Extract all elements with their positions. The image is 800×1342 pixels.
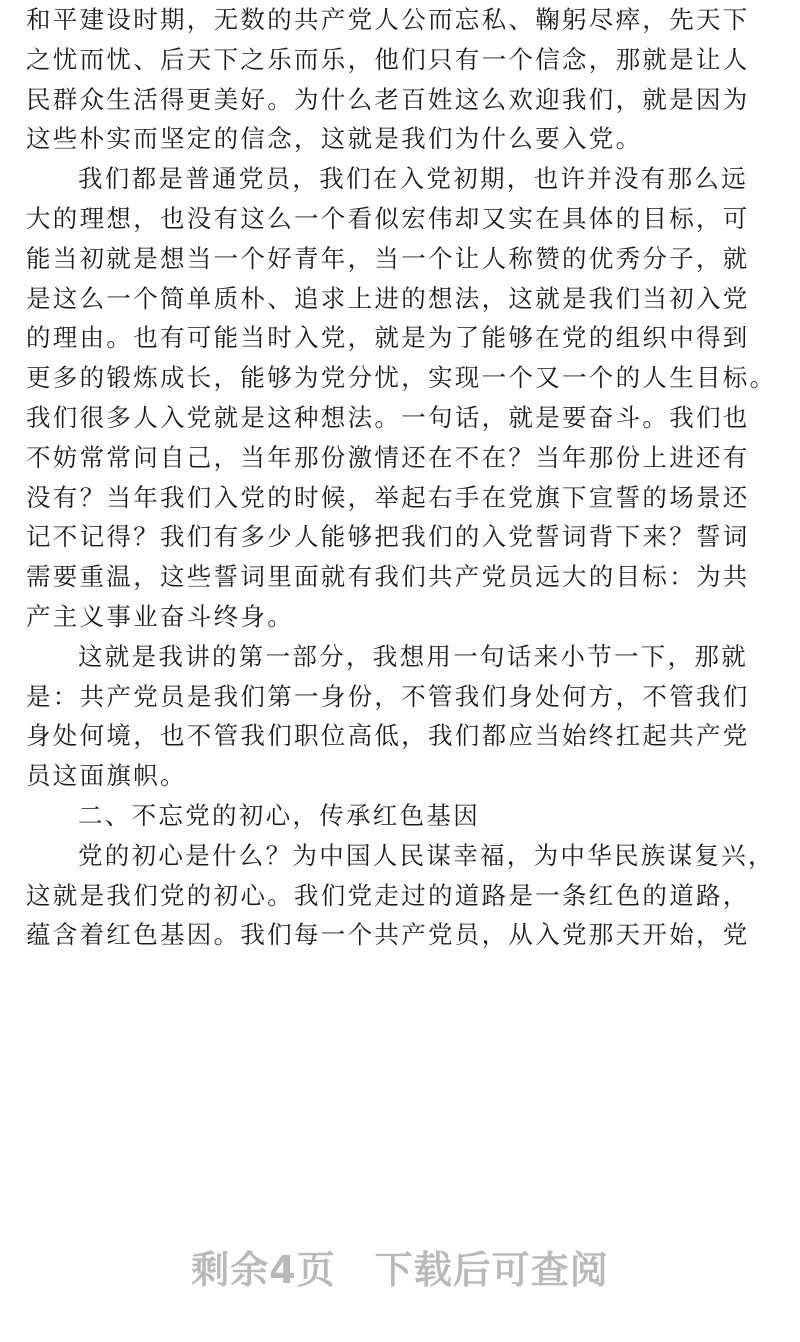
text-line: 我们很多人入党就是这种想法。一句话，就是要奋斗。我们也 [26,402,750,432]
text-line: 记不记得？我们有多少人能够把我们的入党誓词背下来？誓词 [26,522,750,552]
document-body [26,0,778,955]
text-line: 身处何境，也不管我们职位高低，我们都应当始终扛起共产党 [26,721,750,751]
text-line: 是这么一个简单质朴、追求上进的想法，这就是我们当初入党 [26,283,750,313]
text-line: 员这面旗帜。 [26,761,187,791]
paragraph-first-line: 党的初心是什么？为中国人民谋幸福，为中华民族谋复兴， [78,840,775,870]
text-line: 是：共产党员是我们第一身份，不管我们身处何方，不管我们 [26,681,750,711]
text-line: 不妨常常问自己，当年那份激情还在不在？当年那份上进还有 [26,442,750,472]
text-line: 之忧而忧、后天下之乐而乐，他们只有一个信念，那就是让人 [26,44,750,74]
text-line: 没有？当年我们入党的时候，举起右手在党旗下宣誓的场景还 [26,482,750,512]
text-line: 能当初就是想当一个好青年，当一个让人称赞的优秀分子，就 [26,243,750,273]
text-line: 这些朴实而坚定的信念，这就是我们为什么要入党。 [26,124,643,154]
paragraph-first-line: 我们都是普通党员，我们在入党初期，也许并没有那么远 [78,164,748,194]
text-line: 产主义事业奋斗终身。 [26,601,294,631]
text-line: 需要重温，这些誓词里面就有我们共产党员远大的目标：为共 [26,562,750,592]
text-line: 更多的锻炼成长，能够为党分忧，实现一个又一个的人生目标。 [26,363,777,393]
text-line: 蕴含着红色基因。我们每一个共产党员，从入党那天开始，党 [26,920,750,950]
download-banner[interactable] [0,1236,800,1296]
text-line: 这就是我们党的初心。我们党走过的道路是一条红色的道路， [26,880,750,910]
text-line: 大的理想，也没有这么一个看似宏伟却又实在具体的目标，可 [26,203,750,233]
remaining-pages-label: 剩余4页 下载后可查阅 [191,1247,609,1292]
paragraph-first-line: 这就是我讲的第一部分，我想用一句话来小节一下，那就 [78,641,748,671]
section-heading: 二、不忘党的初心，传承红色基因 [78,800,480,830]
text-line: 的理由。也有可能当时入党，就是为了能够在党的组织中得到 [26,323,750,353]
text-line: 和平建设时期，无数的共产党人公而忘私、鞠躬尽瘁，先天下 [26,5,750,34]
text-line: 民群众生活得更美好。为什么老百姓这么欢迎我们，就是因为 [26,84,750,114]
